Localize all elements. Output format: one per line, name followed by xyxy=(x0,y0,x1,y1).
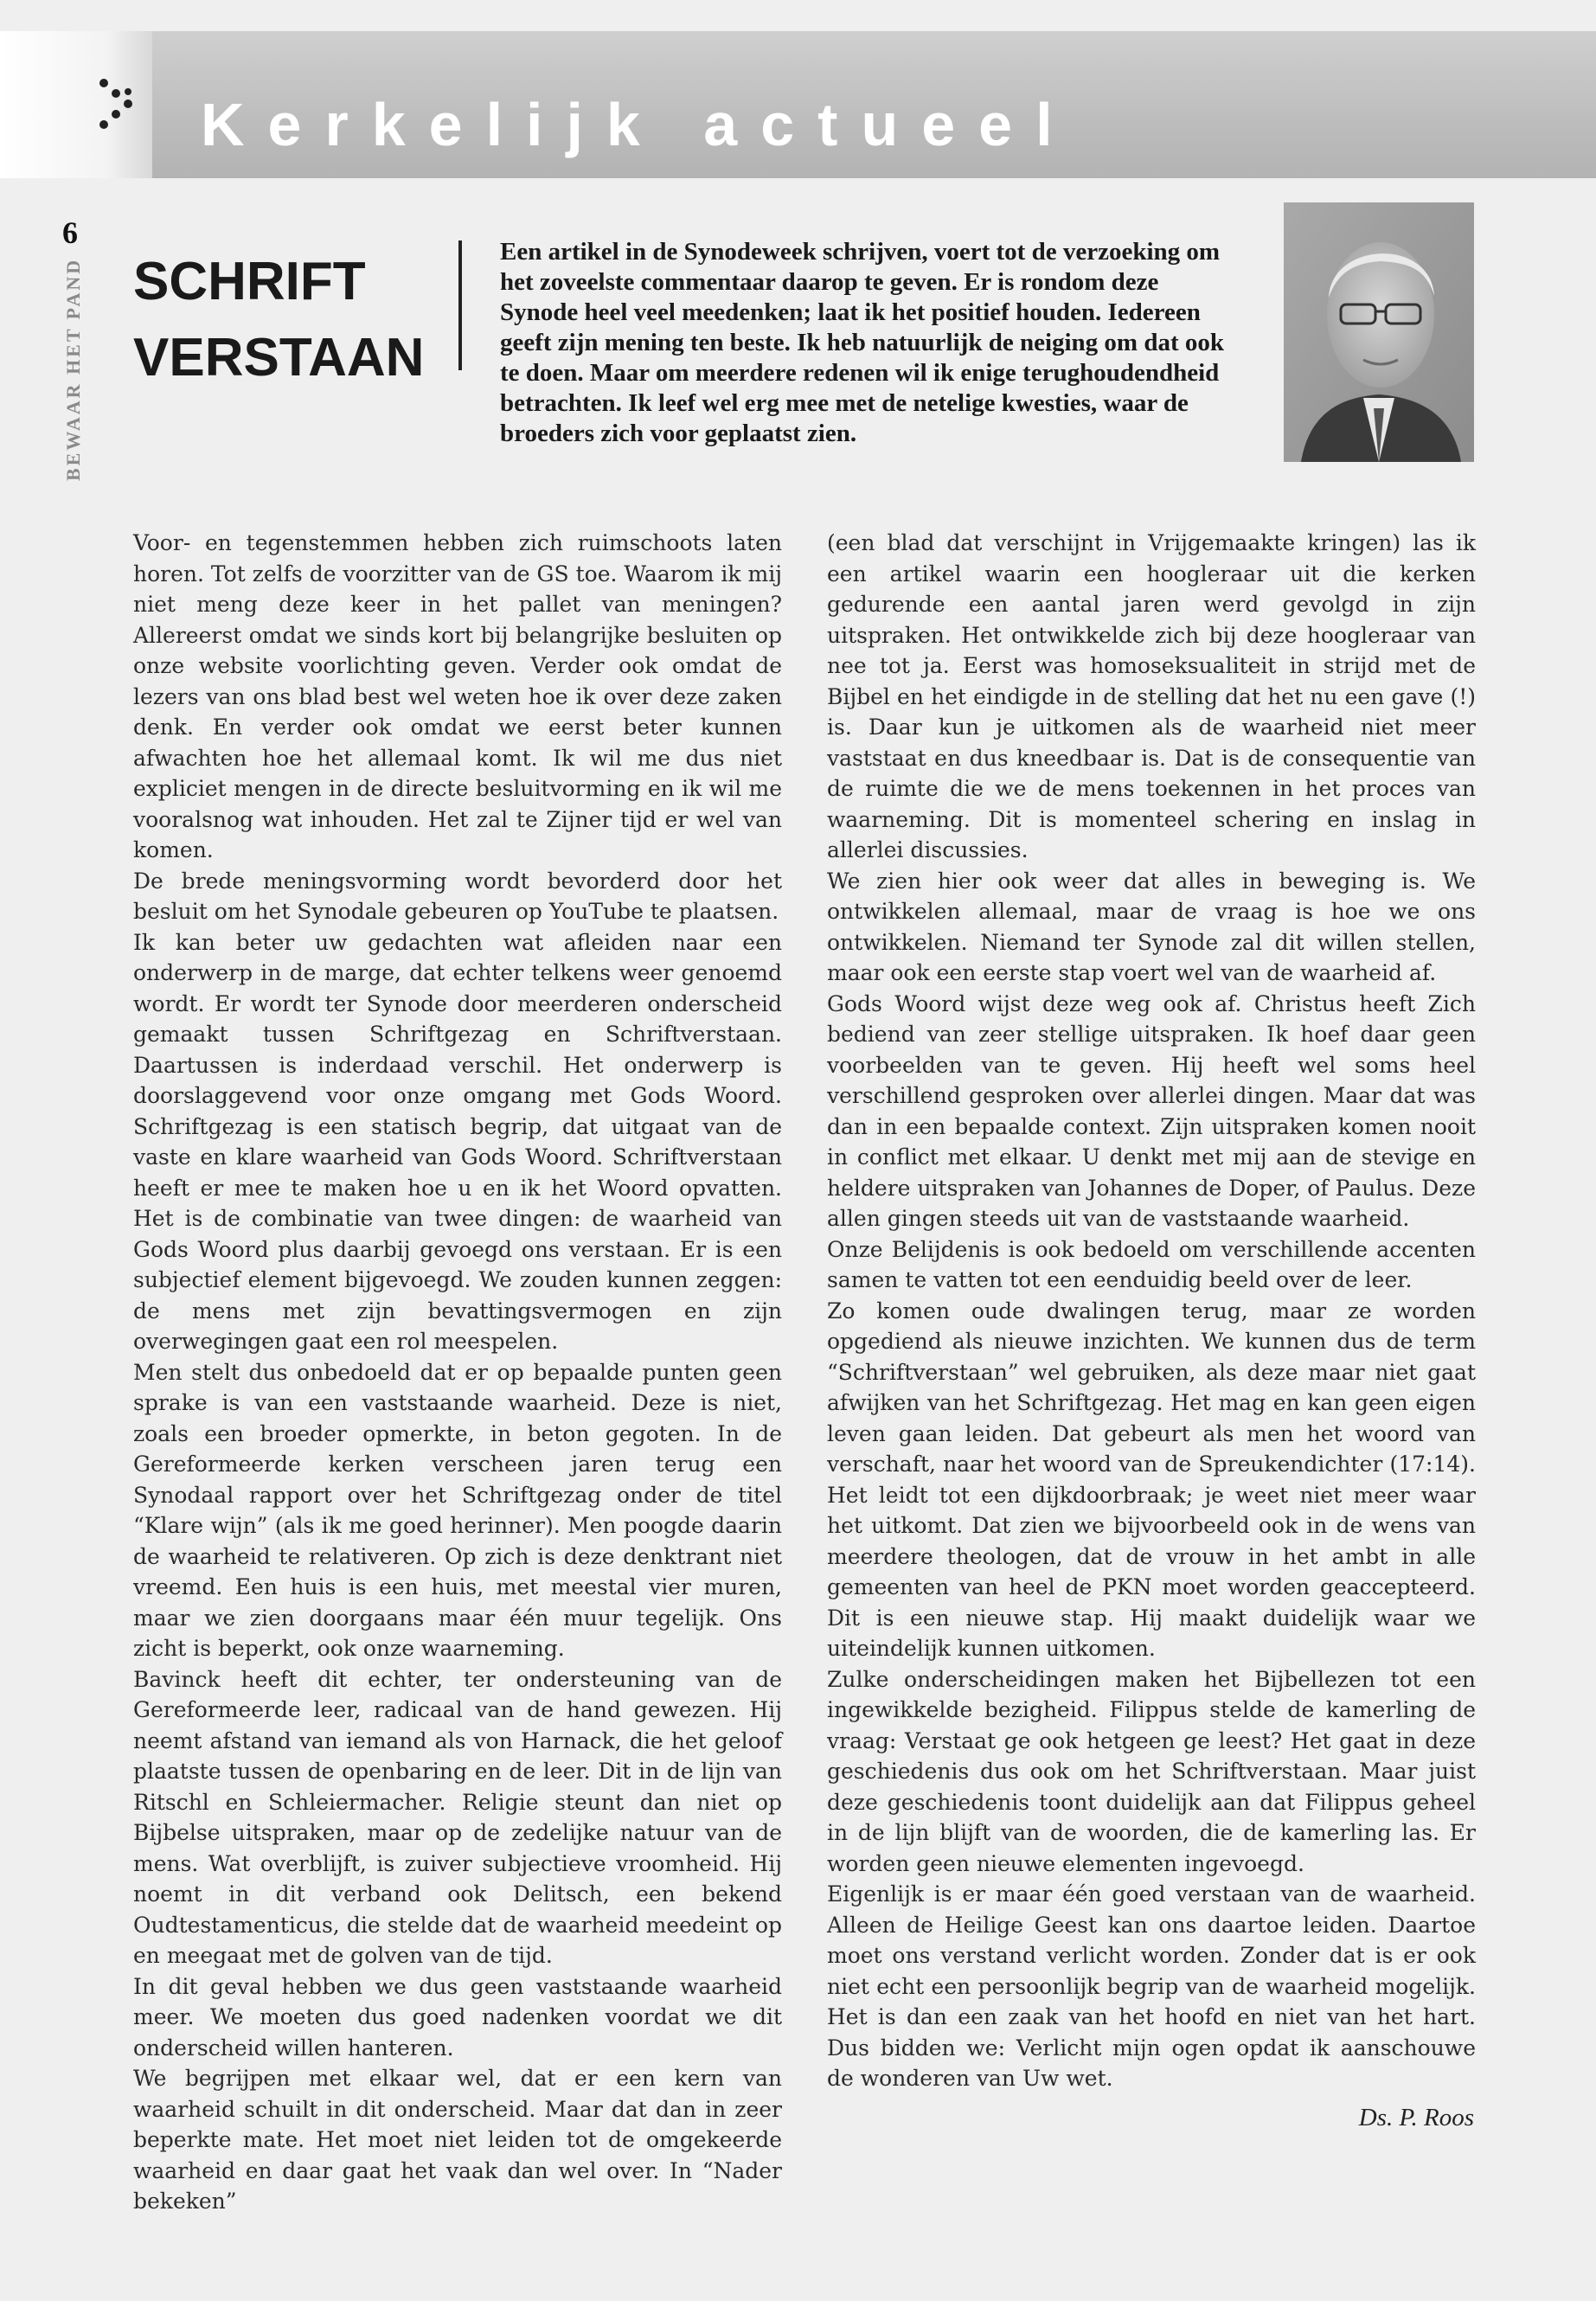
author-portrait-photo-icon xyxy=(1284,202,1474,462)
article-title xyxy=(133,244,424,396)
paragraph: Eigenlijk is er maar één goed verstaan van de waarheid. Alleen de Heilige Geest kan ons daartoe leiden. Daartoe moet ons verstand verlicht worden. Zonder dat is er ook niet echt een persoonlijk begrip van de waarheid mogelijk. Het is dan een zaak van het hoofd en niet van het hart. Dus bidden we: Verlicht mijn ogen opdat ik aanschouwe de wonderen van Uw wet. xyxy=(827,1881,1476,2091)
author-portrait xyxy=(1284,202,1474,462)
paragraph: Bavinck heeft dit echter, ter ondersteuning van de Gereformeerde leer, radicaal van de hand gewezen. Hij neemt afstand van iemand als von Harnack, die het geloof plaatste tussen de openbaring en de leer. Dit in de lijn van Ritschl en Schleiermacher. Religie steunt dan niet op Bijbelse uitspraken, maar op de zedelijke natuur van de mens. Wat overblijft, is zuiver subjectieve vroomheid. Hij noemt in dit verband ook Delitsch, een bekend Oudtestamenticus, die stelde dat de waarheid meedeint op en meegaat met de golven van de tijd. xyxy=(133,1666,782,1968)
paragraph: Onze Belijdenis is ook bedoeld om verschillende accenten samen te vatten tot een eenduidig beeld over de leer. xyxy=(827,1236,1476,1292)
paragraph: Men stelt dus onbedoeld dat er op bepaalde punten geen sprake is van een vaststaande waarheid. Deze is niet, zoals een broeder opmerkte, in beton gegoten. In de Gereformeerde kerken verscheen jaren terug een Synodaal rapport over het Schriftgezag onder de titel “Klare wijn” (als ik me goed herinner). Men poogde daarin de waarheid te relativeren. Op zich is deze denktrant niet vreemd. Een huis is een huis, met meestal vier muren, maar we zien doorgaans maar één muur tegelijk. Ons zicht is beperkt, ook onze waarneming. xyxy=(133,1359,782,1661)
paragraph: We zien hier ook weer dat alles in beweging is. We ontwikkelen allemaal, maar de vraag is hoe we ons ontwikkelen. Niemand ter Synode zal dit willen stellen, maar ook een eerste stap voert wel van de waarheid af. xyxy=(827,868,1476,985)
side-label: BEWAAR HET PAND xyxy=(62,257,84,481)
paragraph: De brede meningsvorming wordt bevorderd door het besluit om het Synodale gebeuren op YouTube te plaatsen. xyxy=(133,868,782,924)
paragraph: (een blad dat verschijnt in Vrijgemaakte kringen) las ik een artikel waarin een hoogleraar uit die kerken gedurende een aantal jaren werd gevolgd in zijn uitspraken. Het ontwikkelde zich bij deze hoogleraar van nee tot ja. Eerst was homoseksualiteit in strijd met de Bijbel en het eindigde in de stelling dat het nu een gave (!) is. Daar kun je uitkomen als de waarheid niet meer vaststaat en dus kneedbaar is. Dat is de consequentie van de ruimte die we de mens toekennen in het proces van waarneming. Dit is momenteel schering en inslag in allerlei discussies. xyxy=(827,530,1476,862)
paragraph: Gods Woord wijst deze weg ook af. Christus heeft Zich bediend van zeer stellige uitspraken. Ik hoef daar geen voorbeelden van te geven. Hij heeft wel soms heel verschillend gesproken over allerlei dingen. Maar dat was dan in een bepaalde context. Zijn uitspraken komen nooit in conflict met elkaar. U denkt met mij aan de stevige en heldere uitspraken van Johannes de Doper, of Paulus. Deze allen gingen steeds uit van de vaststaande waarheid. xyxy=(827,990,1476,1231)
article-intro: Een artikel in de Synodeweek schrijven, voert tot de verzoeking om het zoveelste commentaar daarop te geven. Er is rondom deze Synode heel veel meedenken; laat ik het positief houden. Iedereen geeft zijn mening ten beste. Ik heb natuurlijk de neiging om dat ook te doen. Maar om meerdere redenen wil ik enige terughoudendheid betrachten. Ik leef wel erg mee met de netelige kwesties, waar de broeders zich voor geplaatst zien. xyxy=(500,238,1225,447)
paragraph: Voor- en tegenstemmen hebben zich ruimschoots laten horen. Tot zelfs de voorzitter van de GS toe. Waarom ik mij niet meng deze keer in het pallet van meningen? Allereerst omdat we sinds kort bij belangrijke besluiten op onze website voorlichting geven. Verder ook omdat de lezers van ons blad best wel weten hoe ik over deze zaken denk. En verder ook omdat we eerst beter kunnen afwachten hoe het allemaal komt. Ik wil me dus niet expliciet mengen in de directe besluitvorming en ik wil me vooralsnog wat inhouden. Het zal te Zijner tijd er wel van komen. xyxy=(133,530,782,862)
title-divider xyxy=(458,240,462,370)
paragraph: In dit geval hebben we dus geen vaststaande waarheid meer. We moeten dus goed nadenken voordat we dit onderscheid willen hanteren. xyxy=(133,1973,782,2061)
paragraph: Zulke onderscheidingen maken het Bijbellezen tot een ingewikkelde bezigheid. Filippus stelde de kamerling de vraag: Verstaat ge ook hetgeen ge leest? Het gaat in deze geschiedenis dus ook om het Schriftverstaan. Maar juist deze geschiedenis toont duidelijk aan dat Filippus geheel in de lijn blijft van de woorden, die de kamerling las. Er worden geen nieuwe elementen ingevoegd. xyxy=(827,1666,1476,1876)
page-number: 6 xyxy=(62,215,78,250)
left-column xyxy=(133,528,782,2217)
dots-logo-icon xyxy=(93,74,137,135)
section-title: Kerkelijk actueel xyxy=(201,91,1076,158)
article-title-line-1: SCHRIFT xyxy=(133,252,366,311)
paragraph: Ik kan beter uw gedachten wat afleiden naar een onderwerp in de marge, dat echter telkens weer genoemd wordt. Er wordt ter Synode door meerderen onderscheid gemaakt tussen Schriftgezag en Schriftverstaan. Daartussen is inderdaad verschil. Het onderwerp is doorslaggevend voor onze omgang met Gods Woord. Schriftgezag is een statisch begrip, dat uitgaat van de vaste en klare waarheid van Gods Woord. Schriftverstaan heeft er mee te maken hoe u en ik het Woord opvatten. Het is de combinatie van twee dingen: de waarheid van Gods Woord plus daarbij gevoegd ons verstaan. Er is een subjectief element bijgevoegd. We zouden kunnen zeggen: de mens met zijn bevattingsvermogen en zijn overwegingen gaat een rol meespelen. xyxy=(133,929,782,1354)
author-signature: Ds. P. Roos xyxy=(1358,2104,1474,2131)
paragraph: We begrijpen met elkaar wel, dat er een kern van waarheid schuilt in dit onderscheid. Maar dat dan in zeer beperkte mate. Het moet niet leiden tot de omgekeerde waarheid en daar gaat het vaak dan wel over. In “Nader bekeken” xyxy=(133,2066,782,2214)
article-title-line-2: VERSTAAN xyxy=(133,328,425,388)
paragraph: Zo komen oude dwalingen terug, maar ze worden opgediend als nieuwe inzichten. We kunnen dus de term “Schriftverstaan” wel gebruiken, als deze maar niet gaat afwijken van het Schriftgezag. Het mag en kan geen eigen leven gaan leiden. Dat gebeurt als men het woord van verschaft, naar het woord van de Spreukendichter (17:14). Het leidt tot een dijkdoorbraak; je weet niet meer waar het uitkomt. Dat zien we bijvoorbeeld ook in de wens van meerdere theologen, dat de vrouw in het ambt in alle gemeenten van heel de PKN moet worden geaccepteerd. Dit is een nieuwe stap. Hij maakt duidelijk waar we uiteindelijk kunnen uitkomen. xyxy=(827,1298,1476,1661)
right-column xyxy=(827,528,1476,2094)
